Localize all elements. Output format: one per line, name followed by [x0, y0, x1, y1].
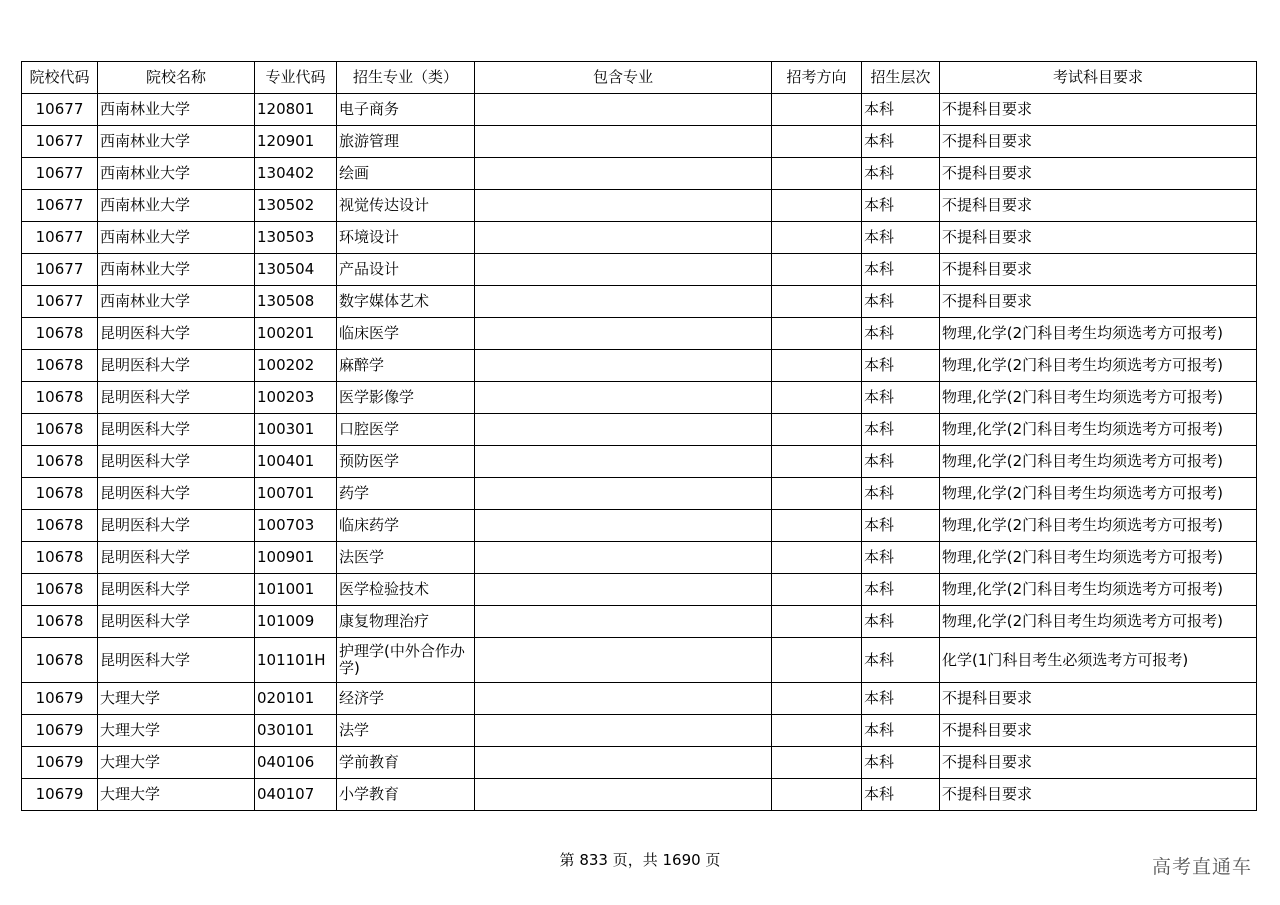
- cell-direction: [772, 286, 862, 318]
- cell-direction: [772, 542, 862, 574]
- cell-direction: [772, 158, 862, 190]
- cell-requirement: 不提科目要求: [940, 747, 1257, 779]
- cell-includes: [475, 747, 772, 779]
- cell-requirement: 物理,化学(2门科目考生均须选考方可报考): [940, 574, 1257, 606]
- cell-school-name: 昆明医科大学: [98, 638, 255, 683]
- cell-includes: [475, 158, 772, 190]
- table-row: [22, 542, 1257, 574]
- cell-major: 麻醉学: [337, 350, 475, 382]
- table-row: [22, 190, 1257, 222]
- table-row: [22, 446, 1257, 478]
- cell-direction: [772, 683, 862, 715]
- cell-level: 本科: [862, 318, 940, 350]
- cell-major-code: 100701: [255, 478, 337, 510]
- cell-school-name: 昆明医科大学: [98, 382, 255, 414]
- cell-level: 本科: [862, 382, 940, 414]
- cell-direction: [772, 254, 862, 286]
- cell-direction: [772, 350, 862, 382]
- cell-level: 本科: [862, 222, 940, 254]
- table-row: [22, 414, 1257, 446]
- cell-requirement: 物理,化学(2门科目考生均须选考方可报考): [940, 350, 1257, 382]
- cell-level: 本科: [862, 747, 940, 779]
- cell-level: 本科: [862, 542, 940, 574]
- table-row: [22, 574, 1257, 606]
- cell-major: 产品设计: [337, 254, 475, 286]
- cell-level: 本科: [862, 606, 940, 638]
- cell-direction: [772, 414, 862, 446]
- cell-school-code: 10678: [22, 318, 98, 350]
- cell-major-code: 100401: [255, 446, 337, 478]
- cell-major: 小学教育: [337, 779, 475, 811]
- cell-school-code: 10678: [22, 574, 98, 606]
- cell-school-code: 10678: [22, 638, 98, 683]
- cell-major: 旅游管理: [337, 126, 475, 158]
- cell-school-code: 10677: [22, 286, 98, 318]
- cell-school-name: 昆明医科大学: [98, 574, 255, 606]
- cell-level: 本科: [862, 158, 940, 190]
- cell-includes: [475, 414, 772, 446]
- cell-school-name: 西南林业大学: [98, 126, 255, 158]
- cell-major: 视觉传达设计: [337, 190, 475, 222]
- cell-level: 本科: [862, 94, 940, 126]
- cell-major-code: 100301: [255, 414, 337, 446]
- cell-level: 本科: [862, 190, 940, 222]
- cell-major-code: 100202: [255, 350, 337, 382]
- cell-requirement: 物理,化学(2门科目考生均须选考方可报考): [940, 318, 1257, 350]
- cell-level: 本科: [862, 715, 940, 747]
- cell-major-code: 040106: [255, 747, 337, 779]
- cell-includes: [475, 542, 772, 574]
- table-row: [22, 638, 1257, 683]
- cell-requirement: 物理,化学(2门科目考生均须选考方可报考): [940, 606, 1257, 638]
- cell-direction: [772, 606, 862, 638]
- cell-includes: [475, 446, 772, 478]
- cell-level: 本科: [862, 779, 940, 811]
- cell-school-code: 10678: [22, 510, 98, 542]
- cell-school-name: 西南林业大学: [98, 222, 255, 254]
- cell-includes: [475, 715, 772, 747]
- cell-major-code: 101001: [255, 574, 337, 606]
- cell-school-name: 昆明医科大学: [98, 510, 255, 542]
- majors-table: [21, 61, 1257, 811]
- cell-school-code: 10677: [22, 126, 98, 158]
- cell-major-code: 101101H: [255, 638, 337, 683]
- cell-major: 临床药学: [337, 510, 475, 542]
- cell-includes: [475, 94, 772, 126]
- cell-school-code: 10678: [22, 414, 98, 446]
- cell-school-code: 10679: [22, 747, 98, 779]
- cell-school-code: 10678: [22, 382, 98, 414]
- cell-direction: [772, 222, 862, 254]
- cell-direction: [772, 446, 862, 478]
- cell-major: 医学检验技术: [337, 574, 475, 606]
- cell-includes: [475, 478, 772, 510]
- cell-includes: [475, 574, 772, 606]
- cell-direction: [772, 94, 862, 126]
- table-body: [22, 94, 1257, 811]
- cell-school-code: 10679: [22, 683, 98, 715]
- cell-school-name: 西南林业大学: [98, 94, 255, 126]
- cell-requirement: 物理,化学(2门科目考生均须选考方可报考): [940, 446, 1257, 478]
- table-row: [22, 254, 1257, 286]
- cell-major-code: 101009: [255, 606, 337, 638]
- cell-school-name: 西南林业大学: [98, 190, 255, 222]
- cell-major: 数字媒体艺术: [337, 286, 475, 318]
- cell-school-name: 大理大学: [98, 779, 255, 811]
- cell-direction: [772, 779, 862, 811]
- header-major-code: 专业代码: [255, 62, 337, 94]
- cell-major-code: 130503: [255, 222, 337, 254]
- cell-level: 本科: [862, 350, 940, 382]
- cell-level: 本科: [862, 254, 940, 286]
- table-row: [22, 286, 1257, 318]
- cell-major: 法医学: [337, 542, 475, 574]
- cell-includes: [475, 350, 772, 382]
- cell-school-name: 大理大学: [98, 683, 255, 715]
- cell-level: 本科: [862, 446, 940, 478]
- cell-includes: [475, 638, 772, 683]
- table-row: [22, 606, 1257, 638]
- header-major: 招生专业（类）: [337, 62, 475, 94]
- cell-major-code: 130402: [255, 158, 337, 190]
- cell-school-code: 10678: [22, 478, 98, 510]
- cell-level: 本科: [862, 574, 940, 606]
- cell-school-name: 昆明医科大学: [98, 606, 255, 638]
- header-includes: 包含专业: [475, 62, 772, 94]
- cell-requirement: 不提科目要求: [940, 190, 1257, 222]
- cell-direction: [772, 190, 862, 222]
- cell-direction: [772, 318, 862, 350]
- cell-major: 预防医学: [337, 446, 475, 478]
- cell-school-code: 10677: [22, 254, 98, 286]
- header-row: [22, 62, 1257, 94]
- cell-requirement: 物理,化学(2门科目考生均须选考方可报考): [940, 542, 1257, 574]
- table-row: [22, 779, 1257, 811]
- cell-requirement: 物理,化学(2门科目考生均须选考方可报考): [940, 510, 1257, 542]
- cell-major-code: 130508: [255, 286, 337, 318]
- header-level: 招生层次: [862, 62, 940, 94]
- cell-major-code: 030101: [255, 715, 337, 747]
- cell-major-code: 100203: [255, 382, 337, 414]
- cell-requirement: 不提科目要求: [940, 779, 1257, 811]
- header-direction: 招考方向: [772, 62, 862, 94]
- cell-includes: [475, 510, 772, 542]
- cell-requirement: 不提科目要求: [940, 254, 1257, 286]
- table-row: [22, 126, 1257, 158]
- table-row: [22, 94, 1257, 126]
- cell-major-code: 100201: [255, 318, 337, 350]
- cell-school-name: 大理大学: [98, 747, 255, 779]
- cell-major-code: 040107: [255, 779, 337, 811]
- cell-major-code: 130502: [255, 190, 337, 222]
- cell-school-name: 大理大学: [98, 715, 255, 747]
- cell-includes: [475, 606, 772, 638]
- cell-school-name: 昆明医科大学: [98, 478, 255, 510]
- table-row: [22, 158, 1257, 190]
- cell-school-name: 昆明医科大学: [98, 414, 255, 446]
- cell-major: 经济学: [337, 683, 475, 715]
- cell-requirement: 物理,化学(2门科目考生均须选考方可报考): [940, 478, 1257, 510]
- cell-direction: [772, 638, 862, 683]
- cell-major: 临床医学: [337, 318, 475, 350]
- cell-major-code: 120801: [255, 94, 337, 126]
- cell-level: 本科: [862, 126, 940, 158]
- cell-major: 药学: [337, 478, 475, 510]
- cell-major: 医学影像学: [337, 382, 475, 414]
- cell-direction: [772, 747, 862, 779]
- cell-level: 本科: [862, 638, 940, 683]
- cell-school-code: 10677: [22, 222, 98, 254]
- cell-level: 本科: [862, 478, 940, 510]
- cell-direction: [772, 510, 862, 542]
- cell-requirement: 不提科目要求: [940, 715, 1257, 747]
- cell-major: 康复物理治疗: [337, 606, 475, 638]
- cell-major: 口腔医学: [337, 414, 475, 446]
- cell-school-name: 昆明医科大学: [98, 542, 255, 574]
- cell-requirement: 不提科目要求: [940, 94, 1257, 126]
- cell-school-code: 10679: [22, 779, 98, 811]
- cell-major: 绘画: [337, 158, 475, 190]
- table-row: [22, 382, 1257, 414]
- cell-includes: [475, 190, 772, 222]
- cell-major: 法学: [337, 715, 475, 747]
- cell-level: 本科: [862, 286, 940, 318]
- cell-school-code: 10677: [22, 94, 98, 126]
- cell-school-name: 昆明医科大学: [98, 318, 255, 350]
- header-school-code: 院校代码: [22, 62, 98, 94]
- cell-school-name: 昆明医科大学: [98, 446, 255, 478]
- cell-requirement: 不提科目要求: [940, 286, 1257, 318]
- cell-includes: [475, 683, 772, 715]
- cell-includes: [475, 382, 772, 414]
- cell-requirement: 物理,化学(2门科目考生均须选考方可报考): [940, 382, 1257, 414]
- table-row: [22, 683, 1257, 715]
- cell-includes: [475, 286, 772, 318]
- cell-includes: [475, 126, 772, 158]
- cell-school-name: 昆明医科大学: [98, 350, 255, 382]
- table-row: [22, 478, 1257, 510]
- cell-school-name: 西南林业大学: [98, 158, 255, 190]
- cell-major-code: 020101: [255, 683, 337, 715]
- cell-school-code: 10677: [22, 158, 98, 190]
- cell-requirement: 不提科目要求: [940, 158, 1257, 190]
- cell-major: 电子商务: [337, 94, 475, 126]
- cell-major-code: 100703: [255, 510, 337, 542]
- cell-level: 本科: [862, 683, 940, 715]
- cell-school-code: 10678: [22, 542, 98, 574]
- cell-major-code: 130504: [255, 254, 337, 286]
- cell-direction: [772, 574, 862, 606]
- table-row: [22, 510, 1257, 542]
- cell-school-code: 10678: [22, 606, 98, 638]
- table-row: [22, 222, 1257, 254]
- table-row: [22, 747, 1257, 779]
- page-number: 第 833 页，共 1690 页: [559, 851, 721, 869]
- cell-direction: [772, 715, 862, 747]
- header-requirement: 考试科目要求: [940, 62, 1257, 94]
- cell-major: 护理学(中外合作办学): [337, 638, 475, 683]
- cell-direction: [772, 126, 862, 158]
- table-row: [22, 318, 1257, 350]
- cell-includes: [475, 254, 772, 286]
- cell-direction: [772, 478, 862, 510]
- cell-school-code: 10677: [22, 190, 98, 222]
- watermark-text: 高考直通车: [1151, 856, 1252, 878]
- cell-school-code: 10679: [22, 715, 98, 747]
- cell-school-code: 10678: [22, 446, 98, 478]
- table-row: [22, 350, 1257, 382]
- cell-major: 学前教育: [337, 747, 475, 779]
- cell-major-code: 100901: [255, 542, 337, 574]
- cell-includes: [475, 318, 772, 350]
- cell-level: 本科: [862, 414, 940, 446]
- cell-major-code: 120901: [255, 126, 337, 158]
- cell-major: 环境设计: [337, 222, 475, 254]
- cell-requirement: 物理,化学(2门科目考生均须选考方可报考): [940, 414, 1257, 446]
- cell-school-name: 西南林业大学: [98, 254, 255, 286]
- cell-school-name: 西南林业大学: [98, 286, 255, 318]
- cell-requirement: 不提科目要求: [940, 222, 1257, 254]
- header-school-name: 院校名称: [98, 62, 255, 94]
- cell-requirement: 不提科目要求: [940, 126, 1257, 158]
- cell-requirement: 不提科目要求: [940, 683, 1257, 715]
- cell-school-code: 10678: [22, 350, 98, 382]
- cell-includes: [475, 779, 772, 811]
- cell-direction: [772, 382, 862, 414]
- cell-level: 本科: [862, 510, 940, 542]
- table-row: [22, 715, 1257, 747]
- cell-requirement: 化学(1门科目考生必须选考方可报考): [940, 638, 1257, 683]
- cell-includes: [475, 222, 772, 254]
